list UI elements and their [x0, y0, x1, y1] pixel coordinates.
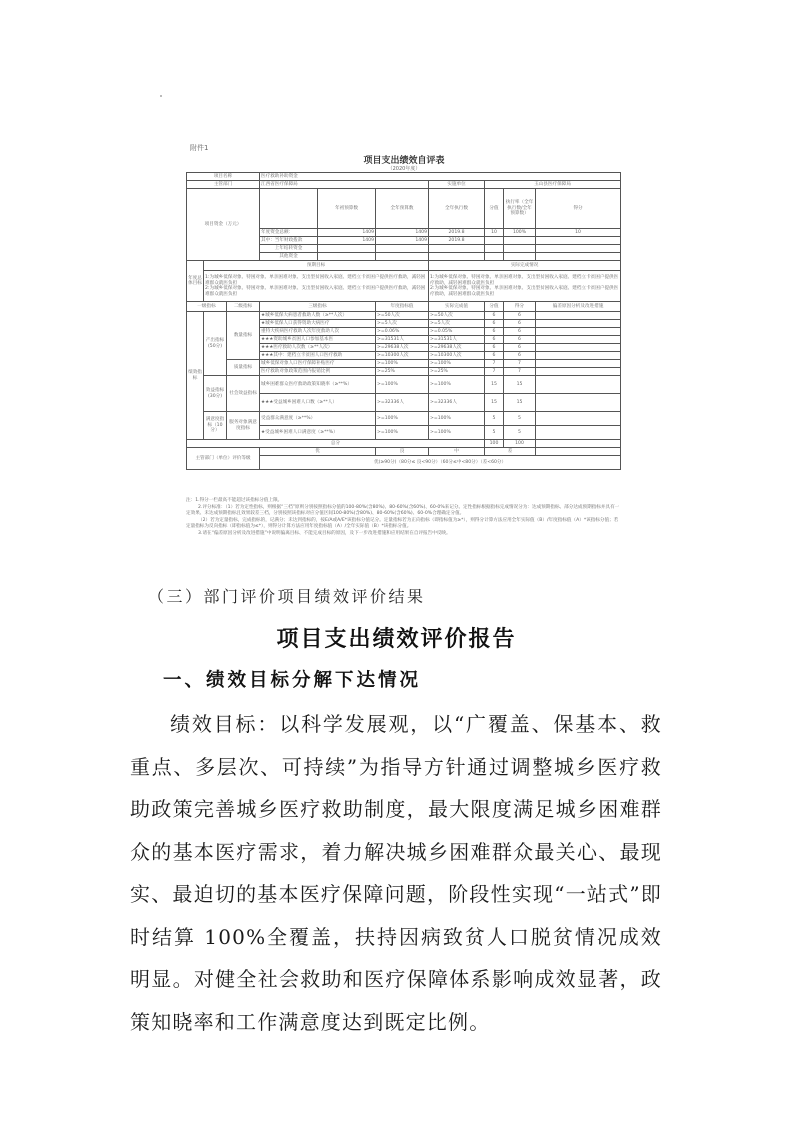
indicator-score: 5 — [485, 412, 504, 426]
indicator-got: 6 — [504, 320, 536, 328]
fund-row-initial: 1409 — [318, 229, 376, 237]
indicator-name: ★★★医疗救助人次数（≥**人次） — [260, 344, 376, 352]
fund-row-score: 10 — [485, 229, 504, 237]
attachment-notes — [186, 498, 622, 538]
ind-header: 实际完成值 — [429, 302, 485, 312]
fund-row-name: 其中：当年财政拨款 — [260, 237, 318, 245]
fund-row-got — [536, 245, 621, 253]
dept: 江西省医疗保障局 — [260, 181, 429, 189]
indicator-name: 重特大疾病医疗救助人次年度救助人次 — [260, 328, 376, 336]
indicator-target: >=25% — [376, 368, 429, 376]
indicator-got: 6 — [504, 312, 536, 320]
total-got: 100 — [504, 440, 536, 448]
indicator-got: 6 — [504, 352, 536, 360]
fund-row-rate: 100% — [504, 229, 536, 237]
indicator-score: 15 — [485, 376, 504, 394]
fund-row-rate — [504, 245, 536, 253]
fund-header-blank — [260, 189, 318, 229]
self-evaluation-table — [186, 172, 621, 470]
indicator-got: 15 — [504, 376, 536, 394]
grade-rule: 优(≥90分)（80分≤ 良<90分）（60分≤中<80分）（差<60分） — [260, 456, 621, 470]
fund-label: 项目资金（万元） — [187, 189, 260, 261]
goal-expected-label: 预期目标 — [204, 261, 429, 271]
project-name: 医疗救助补助资金 — [260, 173, 621, 181]
indicator-note — [536, 376, 621, 394]
ind-header: 偏差原因分析及改进措施 — [536, 302, 621, 312]
fund-row-name: 年度资金总额： — [260, 229, 318, 237]
indicator-name: ★受益城乡困难人口满意度（≥**%） — [260, 426, 376, 440]
fund-row-initial — [318, 253, 376, 261]
note: 3.请在“偏差原因分析及改进措施”中说明偏离目标、不能完成目标的原因，及下一步改进措施和应用结果在自评报告中反映。 — [198, 531, 451, 536]
fund-row-annual: 1409 — [376, 229, 429, 237]
indicator-score: 7 — [485, 368, 504, 376]
fund-row-annual — [376, 253, 429, 261]
indicator-note — [536, 312, 621, 320]
indicator-got: 7 — [504, 368, 536, 376]
indicator-name: ★城乡低保大病患者救助人数（≥**人次） — [260, 312, 376, 320]
fund-row-exec: 2019.8 — [429, 237, 485, 245]
indicator-actual: >=10300人次 — [429, 352, 485, 360]
indicator-actual: >=50人次 — [429, 312, 485, 320]
note: （2）若为定量指标，完成指标的，记满分；未达到指标的，按E/A或A/E*该指标分值记分。定量指标若为正向指标（即指标值为≥*），则得分计算方法应用全年实际值（B）/年度指标值（A）*该指标分值；若定量指标为反向指标（即指标值为≤*），则得分计算方法应用年度指标值（A）/全年实际值（B）*该指标分值。 — [186, 518, 619, 529]
indicator-score: 6 — [485, 336, 504, 344]
grade-excellent: 优 — [260, 448, 376, 456]
impl: 玉山县医疗保障局 — [485, 181, 621, 189]
dept-label: 主管部门 — [187, 181, 260, 189]
indicator-note — [536, 320, 621, 328]
note: 注：1.得分一栏最高不能超过该指标分值上限。 — [186, 498, 283, 503]
indicator-target: >=50人次 — [376, 312, 429, 320]
indicator-score: 6 — [485, 312, 504, 320]
indicator-target: >=32336人 — [376, 394, 429, 412]
indicator-name: ★城乡低保人口获得资助大病医疗 — [260, 320, 376, 328]
fund-row-score — [485, 237, 504, 245]
scan-speck — [160, 95, 162, 97]
fund-header: 得分 — [536, 189, 621, 229]
indicator-score: 6 — [485, 344, 504, 352]
fund-header: 执行率（全年执行数/全年预算数） — [504, 189, 536, 229]
indicator-name: 城乡困难群众医疗救助政策知晓率（≥**%） — [260, 376, 376, 394]
ind-header: 二级指标 — [227, 302, 260, 312]
goal-actual-label: 实际完成情况 — [429, 261, 621, 271]
indicator-note — [536, 328, 621, 336]
indicator-score: 7 — [485, 360, 504, 368]
output-label: 产出指标(50分) — [204, 312, 227, 376]
indicator-actual: >=25% — [429, 368, 485, 376]
indicator-target: >=31531人 — [376, 336, 429, 344]
ind-header: 分值 — [485, 302, 504, 312]
fund-row-got — [536, 253, 621, 261]
indicator-got: 6 — [504, 328, 536, 336]
fund-row-exec: 2019.8 — [429, 229, 485, 237]
indicator-target: >=29638人次 — [376, 344, 429, 352]
indicator-note — [536, 426, 621, 440]
indicator-note — [536, 360, 621, 368]
indicator-name: ★★★其中：建档立卡贫困人口医疗救助 — [260, 352, 376, 360]
total-label: 总分 — [187, 440, 485, 448]
indicator-score: 15 — [485, 394, 504, 412]
fund-row-exec — [429, 245, 485, 253]
body-paragraph: 绩效目标：以科学发展观，以“广覆盖、保基本、救重点、多层次、可持续”为指导方针通过调整城乡医疗救助政策完善城乡医疗救助制度，最大限度满足城乡困难群众的基本医疗需求，着力解决城乡困难群众最关心、最现实、最迫切的基本医疗保障问题，阶段性实现“一站式”即时结算 100%全覆盖，扶持因病致贫人口脱贫情况成效明显。对健全社会救助和医疗保障体系影响成效显著，政策知晓率和工作满意度达到既定比例。 — [130, 712, 662, 1034]
fund-row-got — [536, 237, 621, 245]
fund-row-score — [485, 253, 504, 261]
fund-row-initial: 1409 — [318, 237, 376, 245]
indicator-got: 5 — [504, 412, 536, 426]
indicator-note — [536, 368, 621, 376]
ind-header: 三级指标 — [260, 302, 376, 312]
grade-good: 良 — [376, 448, 429, 456]
indicator-actual: >=29638人次 — [429, 344, 485, 352]
fund-row-annual — [376, 245, 429, 253]
indicator-target: >=100% — [376, 412, 429, 426]
section-label: （三）部门评价项目绩效评价结果 — [148, 587, 426, 606]
grade-label: 主管部门（单位）评价等级 — [187, 448, 260, 470]
indicator-got: 6 — [504, 336, 536, 344]
fund-row-rate — [504, 253, 536, 261]
fund-row-rate — [504, 237, 536, 245]
goal-label: 年度总体目标 — [187, 261, 204, 302]
indicator-name: ★★★受益城乡困难人口数（≥**人） — [260, 394, 376, 412]
fund-header: 全年预算数 — [376, 189, 429, 229]
note: 2.评分标准：（1）若为定性指标，则根据“三档”原则分别按照指标分值的100-80%(含80%)、80-60%(含60%)、60-0%来记分。定性指标根据指标完成情况分为：达成预期指标、部分达成预期指标并具有一定效果、未达成预期指标且效果较差三档，分别按照该指标对应分值区间100-80%(含80%)、80-60%(含60%)、60-0%合理确定分值。 — [186, 505, 620, 516]
indicator-actual: >=0.05% — [429, 328, 485, 336]
indicator-name: ★★★资助城乡贫困人口参加基本医 — [260, 336, 376, 344]
indicator-name: 医疗救助对象政策范围内报销比例 — [260, 368, 376, 376]
ind-header: 一级指标 — [187, 302, 227, 312]
fund-row-initial — [318, 245, 376, 253]
indicator-note — [536, 336, 621, 344]
social-label: 社会效益指标 — [227, 376, 260, 412]
benefit-label: 效益指标(30分) — [204, 376, 227, 412]
attachment-year: （2020年度） — [387, 166, 421, 172]
goal-expected: 1:为城乡低保对象、特困对象、单亲困难对象、支出型贫困收入家庭、建档立卡贫困户提供医疗救助，减轻困难群众就医负担 2:为城乡低保对象、特困对象、单亲困难对象、支出型贫困收入家庭、建档立卡贫困户提供医疗救助，减轻困难群众就医负担 — [204, 271, 429, 302]
grade-blank — [536, 448, 621, 456]
indicator-target: >=100% — [376, 376, 429, 394]
indicator-actual: >=32336人 — [429, 394, 485, 412]
indicator-got: 6 — [504, 344, 536, 352]
indicator-score: 6 — [485, 352, 504, 360]
quantity-label: 数量指标 — [227, 312, 260, 360]
indicator-note — [536, 412, 621, 426]
indicator-name: 受益群众满意度（≥**%） — [260, 412, 376, 426]
impl-label: 实施单位 — [429, 181, 485, 189]
fund-row-exec — [429, 253, 485, 261]
indicator-name: 城乡低保对象人口医疗保障补贴医疗 — [260, 360, 376, 368]
indicator-score: 5 — [485, 426, 504, 440]
indicator-got: 5 — [504, 426, 536, 440]
ind-header: 得分 — [504, 302, 536, 312]
indicator-actual: >=5人次 — [429, 320, 485, 328]
attachment-label: 附件1 — [190, 144, 209, 152]
indicator-got: 15 — [504, 394, 536, 412]
indicator-score: 6 — [485, 328, 504, 336]
fund-header: 全年执行数 — [429, 189, 485, 229]
indicator-note — [536, 344, 621, 352]
indicator-actual: >=100% — [429, 426, 485, 440]
indicator-actual: >=100% — [429, 376, 485, 394]
indicator-target: >=100% — [376, 426, 429, 440]
indicator-target: >=0.06% — [376, 328, 429, 336]
attachment-title: 项目支出绩效自评表 — [363, 156, 445, 166]
project-name-label: 项目名称 — [187, 173, 260, 181]
indicator-target: >=10300人次 — [376, 352, 429, 360]
fund-header: 年初预算数 — [318, 189, 376, 229]
indicator-actual: >=31531人 — [429, 336, 485, 344]
indicator-target: >=5人次 — [376, 320, 429, 328]
fund-row-name: 其他资金 — [260, 253, 318, 261]
fund-row-score — [485, 245, 504, 253]
fund-row-annual: 1409 — [376, 237, 429, 245]
total-score: 100 — [485, 440, 504, 448]
grade-poor: 差 — [485, 448, 536, 456]
ind-header: 年度指标值 — [376, 302, 429, 312]
service-label: 服务对象满意度指标 — [227, 412, 260, 440]
satisfaction-label: 满意度指标（10分） — [204, 412, 227, 440]
fund-row-got: 10 — [536, 229, 621, 237]
perf-label: 绩效指标 — [187, 312, 204, 440]
indicator-actual: >=100% — [429, 412, 485, 426]
indicator-target: >=100% — [376, 360, 429, 368]
fund-header: 分值 — [485, 189, 504, 229]
indicator-note — [536, 352, 621, 360]
indicator-actual: >=100% — [429, 360, 485, 368]
indicator-got: 7 — [504, 360, 536, 368]
grade-medium: 中 — [429, 448, 485, 456]
fund-row-name: 上年结转资金 — [260, 245, 318, 253]
goal-actual: 1:为城乡低保对象、特困对象、单亲困难对象、支出型贫困收入家庭、建档立卡贫困户提供医疗救助，减轻困难群众就医负担 2:为城乡低保对象、特困对象、单亲困难对象、支出型贫困收入家庭、建档立卡贫困户提供医疗救助，减轻困难群众就医负担 — [429, 271, 621, 302]
quality-label: 质量指标 — [227, 360, 260, 376]
total-note — [536, 440, 621, 448]
heading-1: 一、绩效目标分解下达情况 — [163, 670, 422, 691]
indicator-note — [536, 394, 621, 412]
report-title: 项目支出绩效评价报告 — [276, 627, 517, 652]
indicator-score: 6 — [485, 320, 504, 328]
